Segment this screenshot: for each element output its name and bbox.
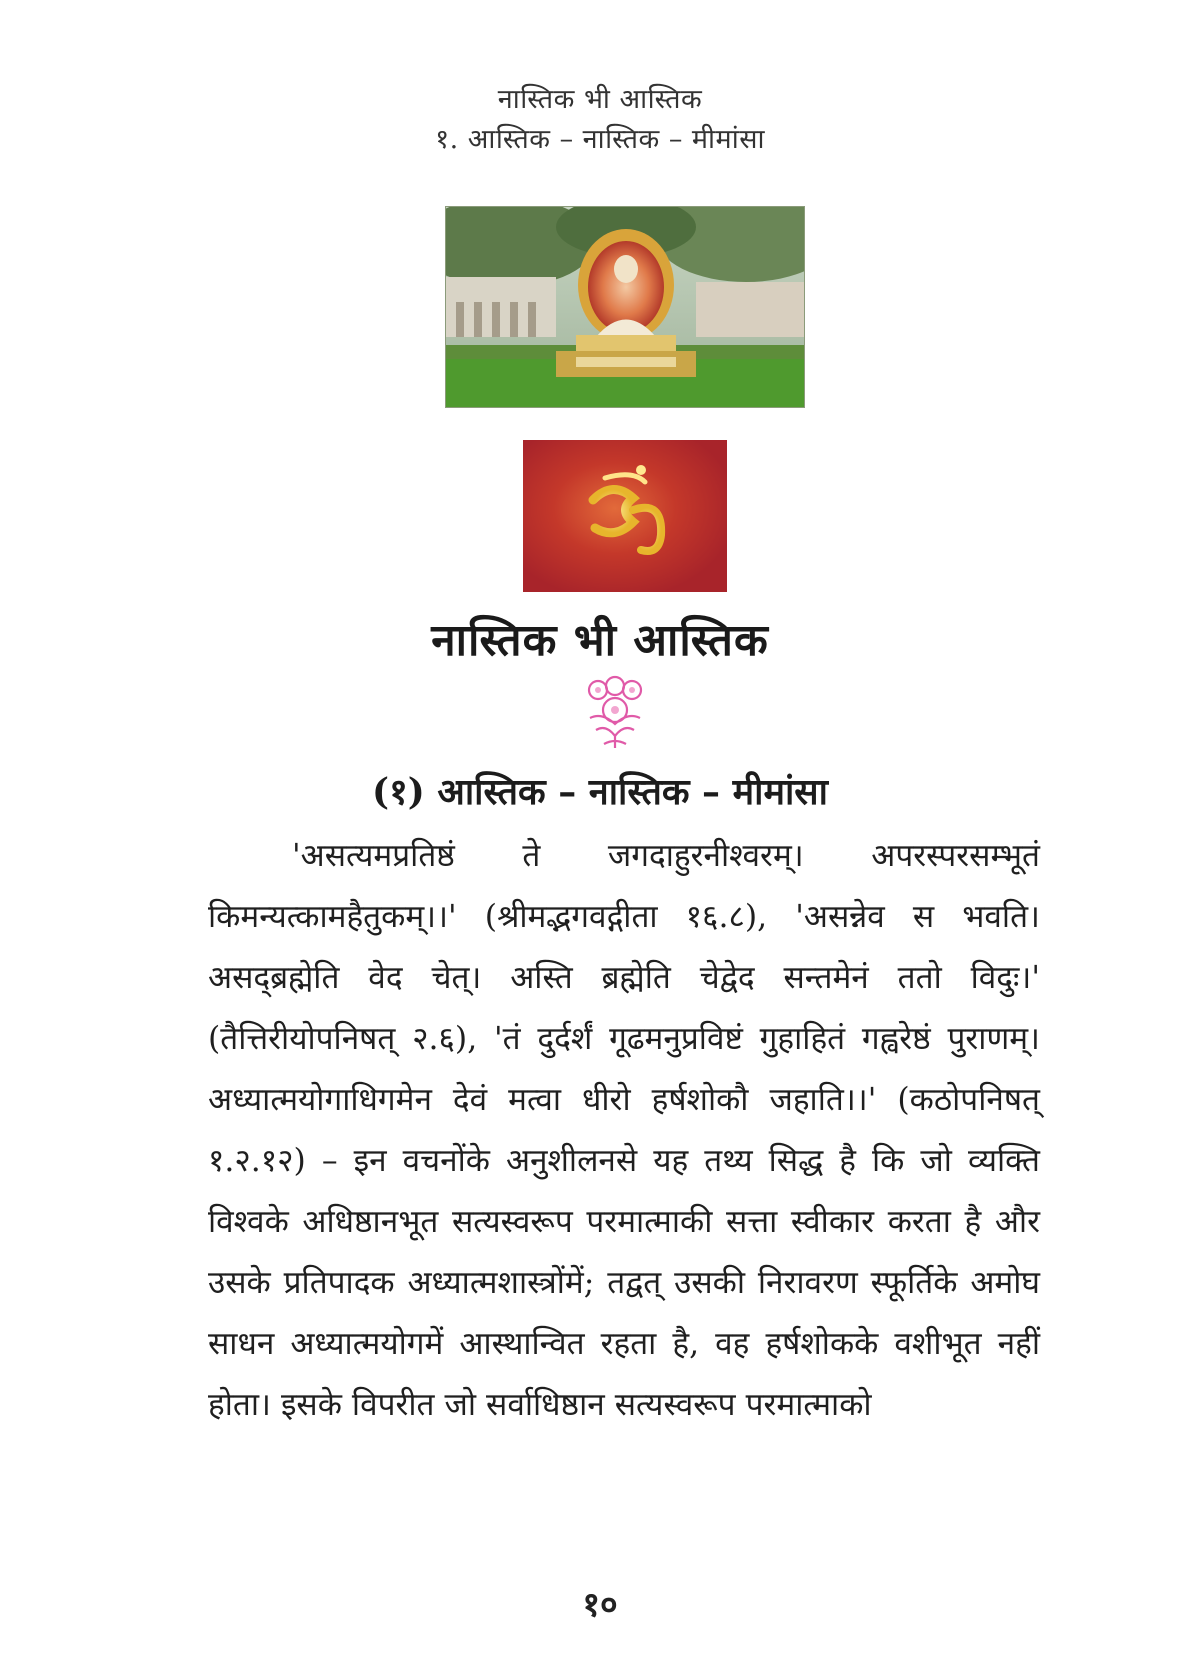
shrine-photo-image [446, 207, 804, 407]
running-head-title: नास्तिक भी आस्तिक [497, 84, 703, 115]
flower-ornament-icon [576, 672, 654, 752]
om-symbol [523, 440, 727, 592]
body-paragraph: 'असत्यमप्रतिष्ठं ते जगदाहुरनीश्वरम्। अपरस्परसम्भूतं किमन्यत्कामहैतुकम्।।' (श्रीमद्भगवद्गीता १६.८), 'असन्नेव स भवति। असद्ब्रह्मेति वेद चेत्। अस्ति ब्रह्मेति चेद्वेद सन्तमेनं ततो विदुः।' (तैत्तिरीयोपनिषत् २.६), 'तं दुर्दर्शं गूढमनुप्रविष्टं गुहाहितं गह्वरेष्ठं पुराणम्। अध्यात्मयोगाधिगमेन देवं मत्वा धीरो हर्षशोकौ जहाति।।' (कठोपनिषत् १.२.१२) – इन वचनोंके अनुशीलनसे यह तथ्य सिद्ध है कि जो व्यक्ति विश्वके अधिष्ठानभूत सत्यस्वरूप परमात्माकी सत्ता स्वीकार करता है और उसके प्रतिपादक अध्यात्मशास्त्रोंमें; तद्वत् उसकी निरावरण स्फूर्तिके अमोघ साधन अध्यात्मयोगमें आस्थान्वित रहता है, वह हर्षशोकके वशीभूत नहीं होता। इसके विपरीत जो सर्वाधिष्ठान सत्यस्वरूप परमात्माको [208, 838, 1040, 1423]
section-title: (१) आस्तिक – नास्तिक – मीमांसा [372, 771, 828, 813]
running-head-subtitle: १. आस्तिक – नास्तिक – मीमांसा [435, 124, 765, 155]
flower-ornament-image [576, 672, 654, 752]
shrine-photo [445, 206, 805, 408]
chapter-title: नास्तिक भी आस्तिक [431, 615, 769, 666]
running-head [0, 80, 1200, 160]
om-symbol-image [523, 440, 727, 592]
page-number: १० [582, 1585, 618, 1625]
